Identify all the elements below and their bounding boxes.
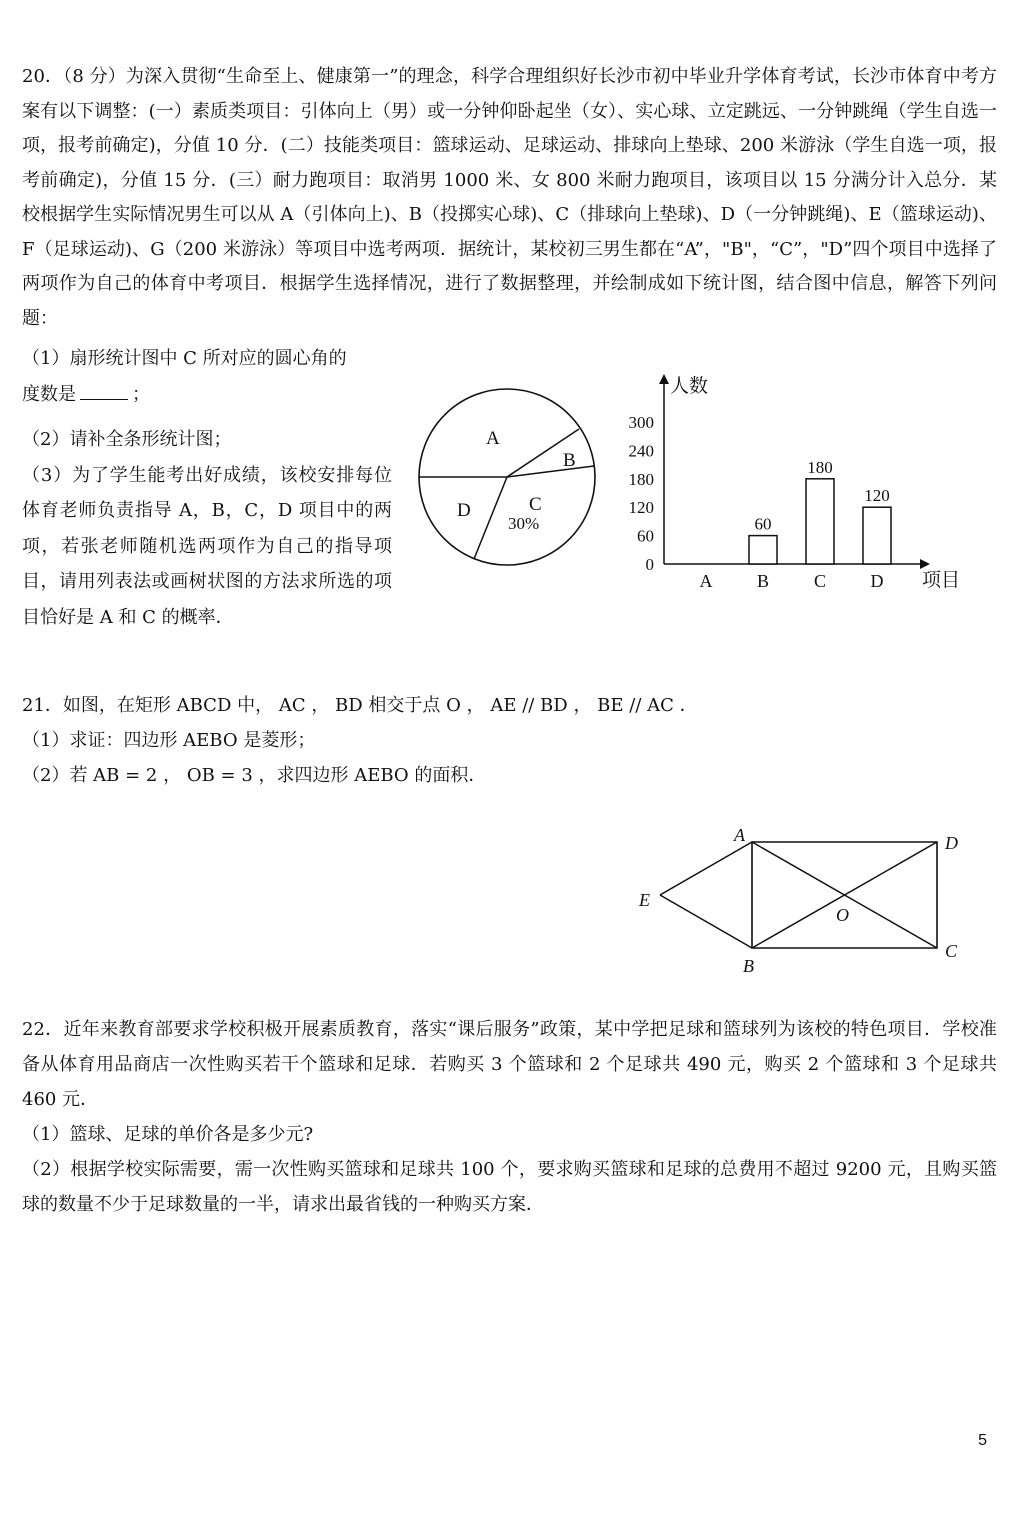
- answer-blank: [80, 377, 128, 400]
- segment-be: [660, 895, 752, 948]
- bar-value-label: 60: [754, 514, 772, 534]
- point-label-b: B: [743, 956, 754, 976]
- question-20-intro: 20．（8 分）为深入贯彻“生命至上、健康第一”的理念，科学合理组织好长沙市初中毕业升学体育考试，长沙市体育中考方案有以下调整：(一）素质类项目：引体向上（男）或一分钟仰卧起坐（女）、实心球、立定跳远、一分钟跳绳（学生自选一项，报考前确定)，分值 10 分．(二）技能类项目：篮球运动、足球运动、排球向上垫球、200 米游泳（学生自选一项，报考前确定)，分值 15 分．(三）耐力跑项目：取消男 1000 米、女 800 米耐力跑项目，该项目以 15 分满分计入总分．某校根据学生实际情况男生可以从 A（引体向上)、B（投掷实心球)、C（排球向上垫球)、D（一分钟跳绳)、E（篮球运动)、F（足球运动)、G（200 米游泳）等项目中选考两项．据统计，某校初三男生都在“A”，"B"，“C”，"D”四个项目中选择了两项作为自己的体育中考项目．根据学生选择情况，进行了数据整理，并绘制成如下统计图，结合图中信息，解答下列问题：: [22, 66, 997, 329]
- question-20-sub3: （3）为了学生能考出好成绩，该校安排每位体育老师负责指导 A，B，C，D 项目中的两项，若张老师随机选两项作为自己的指导项目，请用列表法或画树状图的方法求所选的项目恰好是 A 和 C 的概率．: [22, 464, 392, 628]
- y-ticks: [629, 413, 655, 574]
- point-label-a: A: [734, 825, 745, 845]
- question-20-sub1-line1: （1）扇形统计图中 C 所对应的圆心角的: [22, 348, 347, 369]
- pie-label-b: B: [563, 450, 576, 471]
- y-tick-label: 240: [628, 441, 654, 461]
- question-22-sub2: （2）根据学校实际需要，需一次性购买篮球和足球共 100 个，要求购买篮球和足球的总费用不超过 9200 元，且购买篮球的数量不少于足球数量的一半，请求出最省钱的一种购买方案．: [22, 1159, 997, 1215]
- segment-ae: [660, 842, 752, 895]
- bar-value-label: 120: [864, 486, 890, 506]
- pie-divider-cd: [474, 477, 507, 559]
- bar-chart: [610, 364, 970, 604]
- y-tick-label: 300: [628, 413, 654, 432]
- x-tick-label: C: [813, 571, 827, 591]
- point-label-c: C: [945, 941, 958, 961]
- question-20-subquestions: [22, 341, 392, 635]
- point-label-e: E: [639, 890, 650, 910]
- question-21: [22, 688, 997, 793]
- bar-C: [806, 479, 834, 564]
- question-21-stem: 21．如图，在矩形 ABCD 中， AC ， BD 相交于点 O ， AE // BD ， BE // AC ．: [22, 695, 698, 716]
- y-tick-label: 60: [637, 526, 654, 546]
- question-20: [22, 60, 997, 336]
- bar-value-label: 180: [807, 457, 833, 477]
- pie-label-c-percent: 30%: [508, 514, 540, 533]
- y-tick-label: 180: [628, 469, 654, 489]
- x-tick-label: B: [756, 571, 770, 591]
- x-ticks: [700, 571, 884, 591]
- question-22-stem: 22．近年来教育部要求学校积极开展素质教育，落实“课后服务”政策，某中学把足球和篮球列为该校的特色项目．学校准备从体育用品商店一次性购买若干个篮球和足球．若购买 3 个篮球和 2 个足球共 490 元，购买 2 个篮球和 3 个足球共 460 元．: [22, 1019, 997, 1110]
- x-tick-label: A: [699, 571, 713, 591]
- bar-B: [749, 536, 777, 564]
- bar-D: [863, 507, 891, 564]
- point-label-o: O: [836, 905, 849, 925]
- sub1-prefix: 度数是: [22, 383, 76, 405]
- y-tick-label: 0: [645, 555, 654, 574]
- x-axis-label: 项目: [922, 570, 961, 591]
- pie-label-a: A: [486, 428, 500, 449]
- question-20-sub2: （2）请补全条形统计图；: [22, 429, 232, 450]
- question-22: [22, 1012, 997, 1222]
- page-number: 5: [978, 1432, 987, 1449]
- bars: [749, 458, 891, 564]
- question-21-sub2: （2）若 AB = 2 ， OB = 3 ，求四边形 AEBO 的面积．: [22, 765, 487, 786]
- x-tick-label: D: [870, 571, 884, 591]
- question-21-sub1: （1）求证：四边形 AEBO 是菱形；: [22, 730, 316, 751]
- pie-label-c: C: [529, 494, 542, 515]
- rectangle-diagram: [630, 820, 980, 980]
- question-20-sub1-line2: [22, 377, 392, 413]
- pie-chart: [412, 382, 602, 572]
- question-22-sub1: （1）篮球、足球的单价各是多少元?: [22, 1124, 314, 1145]
- pie-label-d: D: [457, 500, 471, 521]
- y-tick-label: 120: [628, 498, 654, 518]
- sub1-end: ；: [132, 383, 150, 405]
- point-label-d: D: [945, 833, 958, 853]
- y-axis-label: 人数: [670, 376, 709, 397]
